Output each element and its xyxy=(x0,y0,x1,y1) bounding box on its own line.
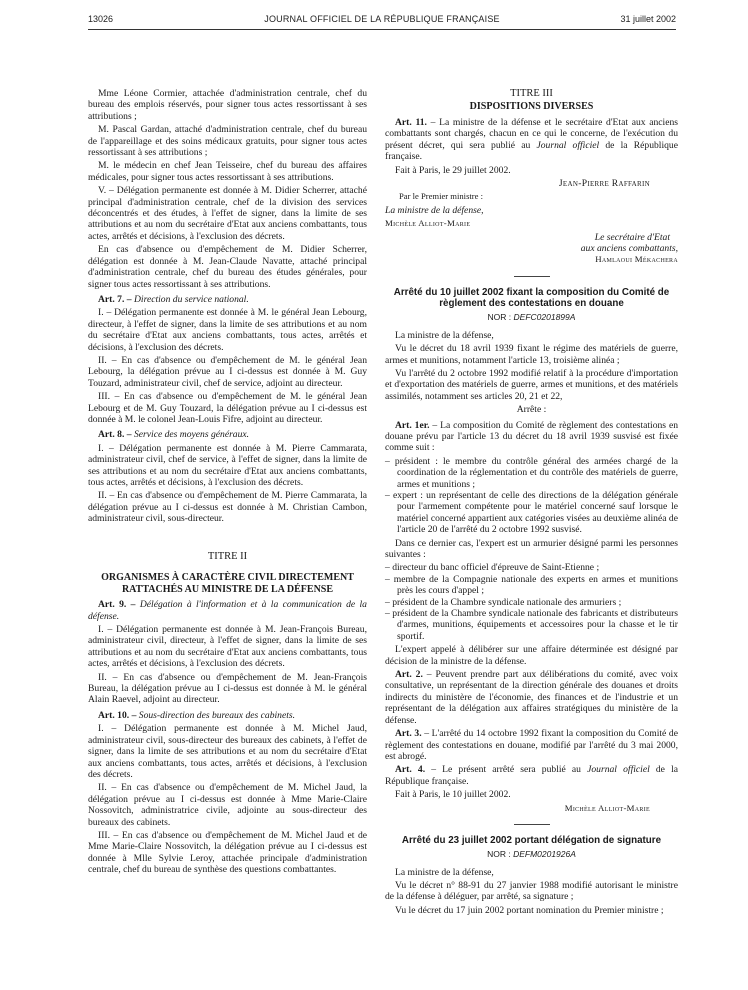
arrete-word: Arrête : xyxy=(516,404,547,416)
article-text: – La composition du Comité de règlement des contestations en douane prévu par l'article 13 du décret du 18 avril 1939 susvisé est fixée comme suit : xyxy=(385,419,678,454)
list-composition xyxy=(385,456,678,536)
nor-reference xyxy=(385,849,678,860)
paragraph: Vu le décret n° 88-91 du 27 janvier 1988 modifié autorisant le ministre de la défense à déléguer, par arrêté, sa signature ; xyxy=(385,879,678,903)
paragraph: L'expert appelé à délibérer sur une affaire déterminée est désigné par décision de la ministre de la défense. xyxy=(385,644,678,667)
list-item: – membre de la Compagnie nationale des experts en armes et munitions près les cours d'appel ; xyxy=(385,573,678,597)
signature-secretaire: Hamlaoui Mékachera xyxy=(595,254,678,265)
paragraph: Vu le décret du 18 avril 1939 fixant le régime des matériels de guerre, armes et munitions, notamment l'article 13, troisième alinéa ; xyxy=(385,343,678,366)
titre-subheading: ORGANISMES À CARACTÈRE CIVIL DIRECTEMENT RATTACHÉS AU MINISTRE DE LA DÉFENSE xyxy=(101,572,354,595)
secretaire-title-2: aux anciens combattants, xyxy=(580,243,678,255)
article-3 xyxy=(385,728,678,762)
article-1 xyxy=(385,420,678,454)
list-item: – président : le membre du contrôle général des armées chargé de la coordination de la réglementation et du contrôle des matériels de guerre, armes et munitions ; xyxy=(385,455,678,490)
article-heading xyxy=(88,599,367,622)
right-column xyxy=(385,88,678,918)
paragraph: I. – Délégation permanente est donnée à M. Pierre Cammarata, administrateur civil, chef de service, à l'effet de signer, dans la limite de ses attributions et au nom du secrétaire d'Etat aux anciens combattants, tous actes, arrêtés et décisions, à l'exclusion des décrets. xyxy=(88,442,367,488)
paragraph: III. – En cas d'absence ou d'empêchement de M. le général Jean Lebourg et de M. Guy Touzard, la délégation prévue au I ci-dessus est donnée à M. le colonel Jean-Louis Fifre, adjoint au directeur. xyxy=(88,391,367,425)
paragraph: Dans ce dernier cas, l'expert est un armurier désigné parmi les personnes suivantes : xyxy=(385,537,678,560)
arrete-title: Arrêté du 10 juillet 2002 fixant la composition du Comité de règlement des contestations en douane xyxy=(393,286,670,310)
article-label: Art. 7. – xyxy=(98,293,132,305)
list-item: – président de la Chambre syndicale nationale des fabricants et distributeurs d'armes, munitions, équipements et accessoires pour la chasse et le tir sportif. xyxy=(385,608,678,642)
paragraph: La ministre de la défense, xyxy=(395,866,494,878)
nor-reference xyxy=(385,312,678,323)
article-label: Art. 3. xyxy=(395,728,422,740)
article-heading xyxy=(88,710,367,721)
nor-label: NOR : xyxy=(487,312,514,323)
article-label: Art. 8. – xyxy=(98,429,132,441)
paragraph: II. – En cas d'absence ou d'empêchement de M. Pierre Cammarata, la délégation prévue au I ci-dessus est donnée à M. Christian Cambon, administrateur civil, sous-directeur. xyxy=(88,490,367,525)
article-text: – Peuvent prendre part aux délibérations du comité, avec voix consultative, un représentant de la direction générale des douanes et droits indirects du ministère de l'économie, des finances et de l'industrie et un représentant de la délégation aux affaires stratégiques du ministère de la défense. xyxy=(385,669,679,726)
article-text-end: de la République française. xyxy=(385,764,678,787)
journal-reference: Journal officiel xyxy=(536,139,600,151)
article-text: – La ministre de la défense et le secrétaire d'Etat aux anciens combattants sont chargés, chacun en ce qui le concerne, de l'exécution du présent décret, qui sera publié au xyxy=(385,117,678,151)
paragraph: M. le médecin en chef Jean Teisseire, chef du bureau des affaires médicales, pour signer tous actes ressortissant à ses attributions. xyxy=(88,160,367,183)
article-label: Art. 9. – xyxy=(98,599,136,611)
page-header xyxy=(88,14,676,30)
list-item: – directeur du banc officiel d'épreuve de Saint-Etienne ; xyxy=(385,562,600,574)
titre-subheading: DISPOSITIONS DIVERSES xyxy=(469,101,594,113)
signature-prime-minister: Jean-Pierre Raffarin xyxy=(558,178,650,190)
left-column xyxy=(88,88,367,878)
article-heading xyxy=(88,294,367,305)
paragraph: II. – En cas d'absence ou d'empêchement de M. le général Jean Lebourg, la délégation prévue au I ci-dessus est donnée à M. Guy Touzard, administrateur civil, chef de service, adjoint au directeur. xyxy=(88,354,367,389)
fait-a-paris: Fait à Paris, le 29 juillet 2002. xyxy=(395,164,511,176)
titre-heading: TITRE III xyxy=(510,88,553,99)
article-2 xyxy=(385,669,678,726)
issue-date: 31 juillet 2002 xyxy=(620,14,676,24)
paragraph: En cas d'absence ou d'empêchement de M. Didier Scherrer, délégation est donnée à M. Jean-Claude Navatte, attaché principal d'administration centrale, chef du bureau des études générales, pour signer tous actes ressortissant à ses attributions. xyxy=(88,244,367,290)
arrete-title: Arrêté du 23 juillet 2002 portant délégation de signature xyxy=(401,834,662,846)
nor-label: NOR : xyxy=(487,849,514,860)
secretaire-title-1: Le secrétaire d'Etat xyxy=(594,231,670,243)
journal-reference: Journal officiel xyxy=(587,764,650,776)
list-item: – président de la Chambre syndicale nationale des armuriers ; xyxy=(385,596,622,608)
article-title: Service des moyens généraux. xyxy=(133,429,250,441)
article-label: Art. 11. xyxy=(395,117,427,128)
paragraph: II. – En cas d'absence ou d'empêchement de M. Michel Jaud, la délégation prévue au I ci-dessus est donnée à Mme Marie-Claire Nossovitch, administratrice civile, adjointe au sous-directeur des bureaux des cabinets. xyxy=(88,782,367,828)
paragraph: Vu le décret du 17 juin 2002 portant nomination du Premier ministre ; xyxy=(395,904,664,916)
article-title: Sous-direction des bureaux des cabinets. xyxy=(138,709,296,721)
article-4 xyxy=(385,764,678,787)
article-label: Art. 2. xyxy=(395,669,423,681)
titre-heading: TITRE II xyxy=(207,550,248,562)
fait-a-paris: Fait à Paris, le 10 juillet 2002. xyxy=(395,789,511,801)
signature-minister: Michèle Alliot-Marie xyxy=(385,218,471,229)
article-heading xyxy=(88,429,367,440)
article-11 xyxy=(385,117,678,163)
separator xyxy=(514,824,550,825)
separator xyxy=(514,276,550,277)
paragraph: Mme Léone Cormier, attachée d'administration centrale, chef du bureau des emplois réservés, pour signer tous actes ressortissant à ses attributions ; xyxy=(88,88,367,122)
article-title: Délégation à l'information et à la communication de la défense. xyxy=(88,599,367,622)
ministre-title: La ministre de la défense, xyxy=(385,204,484,216)
paragraph: Vu l'arrêté du 2 octobre 1992 modifié relatif à la procédure d'importation et d'exportation des matériels de guerre, armes et munitions, et des matériels assimilés, notamment ses articles 20, 21 et 22, xyxy=(385,367,678,402)
article-text-end: de la République française. xyxy=(385,139,678,163)
page-number: 13026 xyxy=(88,14,114,24)
list-experts xyxy=(385,562,678,642)
paragraph: III. – En cas d'absence ou d'empêchement de M. Michel Jaud et de Mme Marie-Claire Nossovitch, la délégation prévue au I ci-dessus est donnée à Mlle Sylvie Leroy, attachée principale d'administration centrale, chef du bureau de synthèse des questions combattantes. xyxy=(88,829,367,876)
article-label: Art. 10. – xyxy=(98,709,137,721)
journal-title: JOURNAL OFFICIEL DE LA RÉPUBLIQUE FRANÇAISE xyxy=(264,14,500,24)
article-label: Art. 1er. xyxy=(395,419,430,431)
par-premier-ministre: Par le Premier ministre : xyxy=(399,191,484,202)
paragraph: M. Pascal Gardan, attaché d'administration centrale, chef du bureau de l'appareillage et des soins médicaux gratuits, pour signer tous actes ressortissant à ses attributions ; xyxy=(88,124,367,159)
paragraph: La ministre de la défense, xyxy=(395,329,494,341)
article-text: – Le présent arrêté sera publié au xyxy=(425,764,588,776)
paragraph: I. – Délégation permanente est donnée à M. le général Jean Lebourg, directeur, à l'effet de signer, dans la limite de ses attributions et au nom du secrétaire d'Etat aux anciens combattants, tous actes, arrêtés et décisions, à l'exclusion des décrets. xyxy=(88,307,367,353)
list-item: – expert : un représentant de celle des directions de la délégation générale pour l'armement compétente pour le matériel concerné sauf lorsque le matériel concerné appartient aux catégories visées au deuxième alinéa de l'article 20 de l'arrêté du 2 octobre 1992 susvisé. xyxy=(385,489,678,536)
article-title: Direction du service national. xyxy=(133,293,249,305)
article-text: – L'arrêté du 14 octobre 1992 fixant la composition du Comité de règlement des contestations en douane, modifié par l'arrêté du 3 mai 2000, est abrogé. xyxy=(385,728,678,762)
paragraph: I. – Délégation permanente est donnée à M. Michel Jaud, administrateur civil, sous-directeur des bureaux des cabinets, à l'effet de signer, dans la limite de ses attributions et au nom du secrétaire d'Etat aux anciens combattants, tous actes, arrêtés et décisions, à l'exclusion des décrets. xyxy=(88,723,367,780)
paragraph: I. – Délégation permanente est donnée à M. Jean-François Bureau, administrateur civil, directeur, à l'effet de signer, dans la limite de ses attributions et au nom du secrétaire d'Etat aux anciens combattants, tous actes, arrêtés et décisions, à l'exclusion des décrets. xyxy=(88,624,367,670)
header-rule xyxy=(88,29,676,30)
paragraph: II. – En cas d'absence ou d'empêchement de M. Jean-François Bureau, la délégation prévue au I ci-dessus est donnée à M. le général Alain Raevel, adjoint au directeur. xyxy=(88,671,367,706)
nor-code: DEFM0201926A xyxy=(513,849,576,860)
paragraph: V. – Délégation permanente est donnée à M. Didier Scherrer, attaché principal d'administration centrale, chef de la division des services déconcentrés et des études, à l'effet de signer, dans la limite de ses attributions et au nom du secrétaire d'Etat aux anciens combattants, tous actes, arrêtés et décisions, à l'exclusion des décrets. xyxy=(88,185,367,242)
article-label: Art. 4. xyxy=(395,764,426,776)
nor-code: DEFC0201899A xyxy=(513,312,576,323)
signature-minister: Michèle Alliot-Marie xyxy=(564,802,650,813)
